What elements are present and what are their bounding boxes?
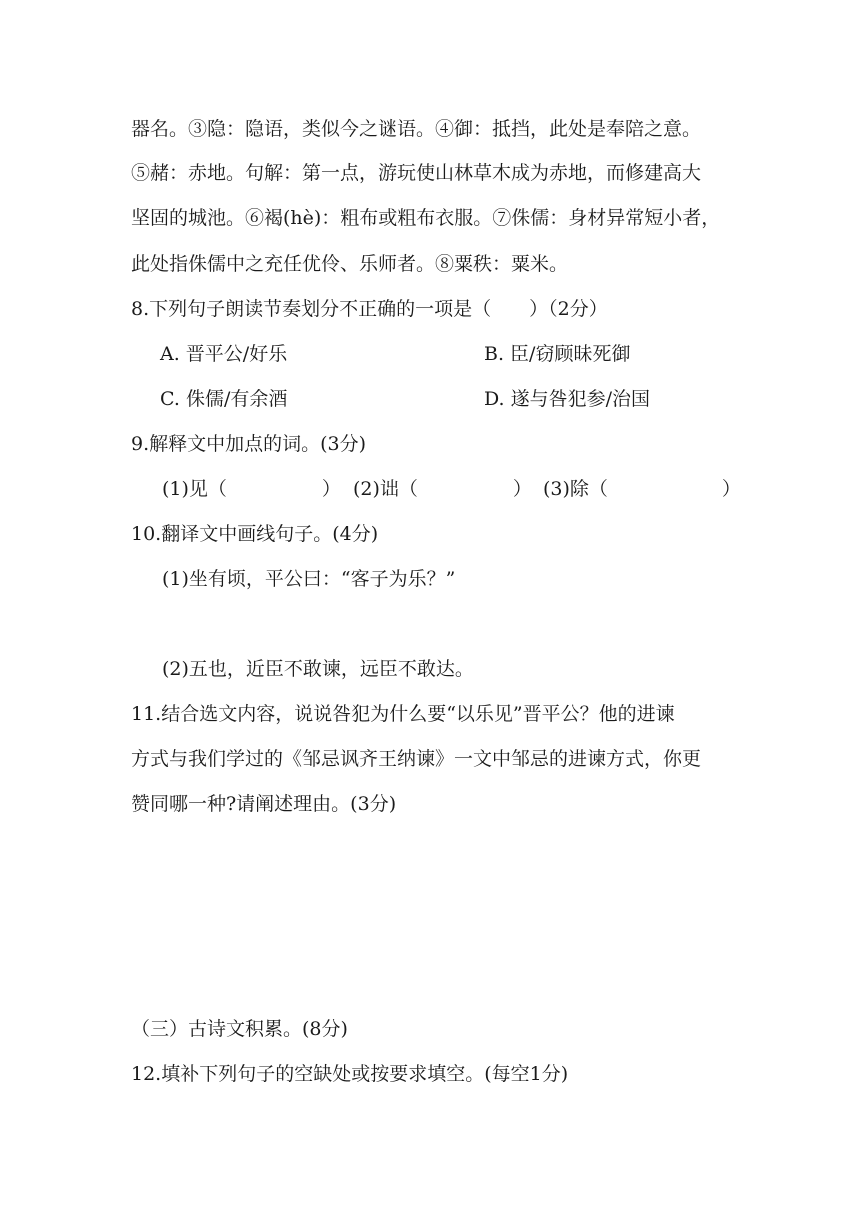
question-9-item-3: (3)除（ ） bbox=[543, 478, 741, 500]
question-9-item-2: (2)诎（ ） bbox=[353, 478, 532, 500]
question-8-option-a: A. 晋平公/好乐 bbox=[160, 343, 288, 365]
annotation-line-1: 器名。③隐：隐语，类似今之谜语。④御：抵挡，此处是奉陪之意。 bbox=[131, 118, 702, 140]
annotation-line-4: 此处指侏儒中之充任优伶、乐师者。⑧粟秩：粟米。 bbox=[131, 253, 569, 275]
question-12-stem: 12.填补下列句子的空缺处或按要求填空。(每空1分) bbox=[131, 1063, 569, 1085]
question-10-item-1: (1)坐有顷，平公曰：“客子为乐？” bbox=[162, 568, 456, 590]
annotation-line-3: 坚固的城池。⑥褐(hè)：粗布或粗布衣服。⑦侏儒：身材异常短小者， bbox=[131, 207, 721, 229]
question-10-item-2: (2)五也，近臣不敢谏，远臣不敢达。 bbox=[162, 658, 474, 680]
question-10-stem: 10.翻译文中画线句子。(4分) bbox=[131, 523, 379, 545]
question-8-stem: 8.下列句子朗读节奏划分不正确的一项是（ ）（2分） bbox=[131, 298, 608, 320]
question-11-line-1: 11.结合选文内容，说说咎犯为什么要“以乐见”晋平公？他的进谏 bbox=[131, 703, 675, 725]
question-8-option-b: B. 臣/窃顾昧死御 bbox=[484, 343, 631, 365]
annotation-line-2: ⑤赭：赤地。句解：第一点，游玩使山林草木成为赤地，而修建高大 bbox=[131, 162, 702, 184]
question-9-item-1: (1)见（ ） bbox=[162, 478, 341, 500]
question-11-line-2: 方式与我们学过的《邹忌讽齐王纳谏》一文中邹忌的进谏方式，你更 bbox=[131, 748, 702, 770]
question-8-option-c: C. 侏儒/有余酒 bbox=[160, 388, 288, 410]
question-8-option-d: D. 遂与咎犯参/治国 bbox=[484, 388, 651, 410]
section-3-title: （三）古诗文积累。(8分) bbox=[131, 1018, 348, 1040]
question-9-stem: 9.解释文中加点的词。(3分) bbox=[131, 433, 367, 455]
question-11-line-3: 赞同哪一种?请阐述理由。(3分) bbox=[131, 793, 397, 815]
